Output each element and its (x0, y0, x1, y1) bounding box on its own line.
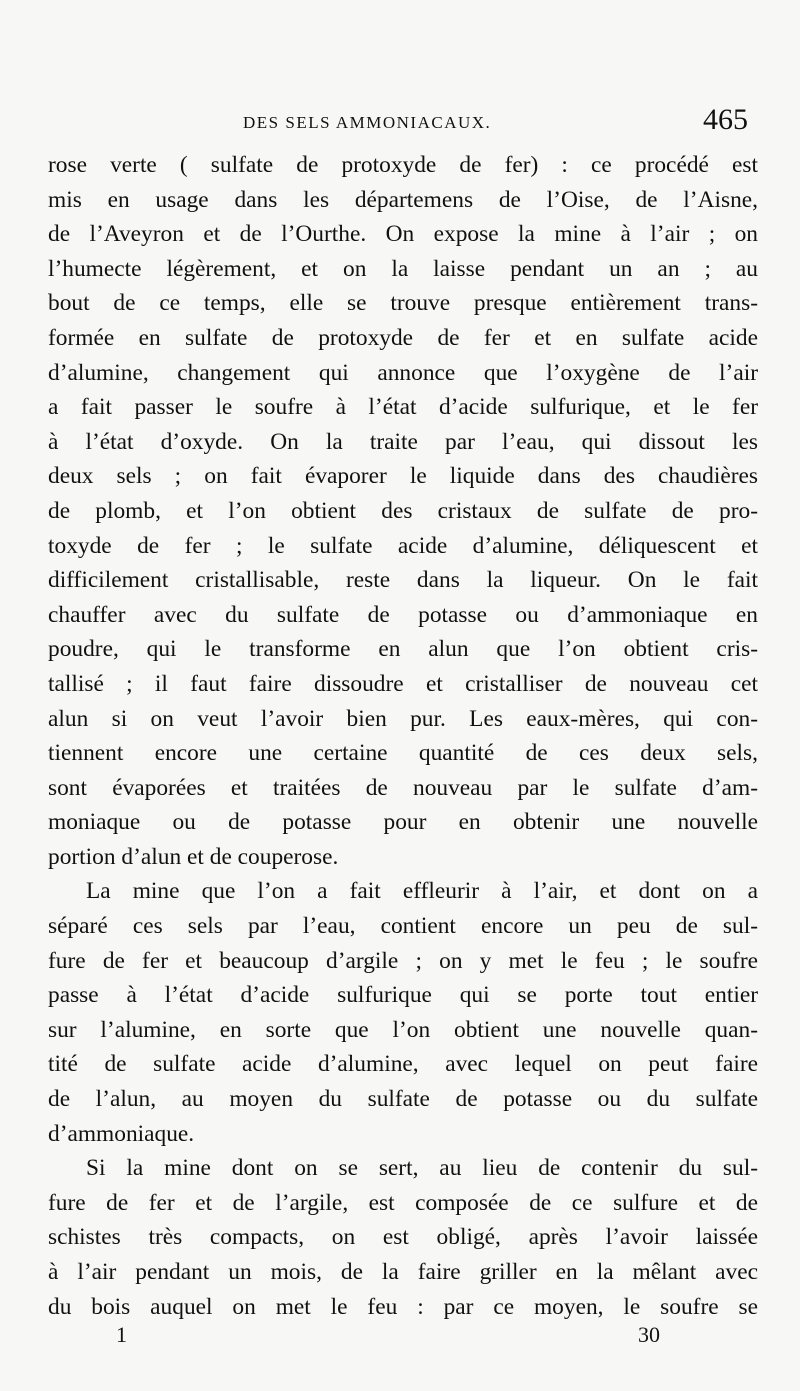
sheet-number: 30 (638, 1322, 660, 1347)
text-line: tallisé ; il faut faire dissoudre et cristalliser de nouveau cet (48, 670, 758, 697)
text-line: fure de fer et beaucoup d’argile ; on y met le feu ; le soufre (48, 947, 758, 974)
text-line: Si la mine dont on se sert, au lieu de contenir du sul- (86, 1155, 758, 1182)
text-line: mis en usage dans les départemens de l’Oise, de l’Aisne, (48, 186, 758, 213)
running-title: DES SELS AMMONIACAUX. (243, 113, 492, 132)
text-line: tité de sulfate acide d’alumine, avec lequel on peut faire (48, 1051, 758, 1078)
text-line: toxyde de fer ; le sulfate acide d’alumine, déliquescent et (48, 532, 758, 559)
text-line: portion d’alun et de couperose. (48, 843, 339, 870)
text-line: moniaque ou de potasse pour en obtenir une nouvelle (48, 809, 758, 836)
page-number: 465 (703, 103, 748, 136)
text-line: La mine que l’on a fait effleurir à l’air, et dont on a (86, 878, 758, 905)
text-line: sur l’alumine, en sorte que l’on obtient une nouvelle quan- (48, 1016, 758, 1043)
text-line: passe à l’état d’acide sulfurique qui se porte tout entier (48, 982, 758, 1009)
text-line: de l’Aveyron et de l’Ourthe. On expose la mine à l’air ; on (48, 221, 758, 248)
text-line: séparé ces sels par l’eau, contient encore un peu de sul- (48, 913, 758, 940)
text-line: tiennent encore une certaine quantité de ces deux sels, (48, 740, 758, 767)
body-text (48, 148, 758, 1324)
text-line: de plomb, et l’on obtient des cristaux de sulfate de pro- (48, 497, 758, 524)
text-line: chauffer avec du sulfate de potasse ou d’ammoniaque en (48, 601, 758, 628)
text-line: à l’état d’oxyde. On la traite par l’eau, qui dissout les (48, 428, 758, 455)
text-line: l’humecte légèrement, et on la laisse pendant un an ; au (48, 255, 758, 282)
text-line: à l’air pendant un mois, de la faire griller en la mêlant avec (48, 1259, 758, 1285)
text-line: schistes très compacts, on est obligé, après l’avoir laissée (48, 1224, 758, 1251)
text-line: de l’alun, au moyen du sulfate de potasse ou du sulfate (48, 1086, 758, 1113)
text-line: difficilement cristallisable, reste dans la liqueur. On le fait (48, 567, 758, 594)
running-head (48, 105, 760, 145)
text-line: bout de ce temps, elle se trouve presque entièrement trans- (48, 290, 758, 317)
text-line: rose verte ( sulfate de protoxyde de fer) : ce procédé est (48, 152, 758, 178)
text-line: du bois auquel on met le feu : par ce moyen, le soufre se (48, 1293, 758, 1320)
text-line: d’ammoniaque. (48, 1120, 195, 1147)
page-footer (48, 1322, 760, 1358)
text-line: formée en sulfate de protoxyde de fer et en sulfate acide (48, 324, 758, 351)
text-line: a fait passer le soufre à l’état d’acide sulfurique, et le fer (48, 394, 758, 421)
text-line: deux sels ; on fait évaporer le liquide dans des chaudières (48, 463, 758, 490)
text-line: fure de fer et de l’argile, est composée de ce sulfure et de (48, 1189, 758, 1216)
text-line: alun si on veut l’avoir bien pur. Les eaux-mères, qui con- (48, 705, 758, 732)
text-line: d’alumine, changement qui annonce que l’oxygène de l’air (48, 359, 758, 386)
text-line: sont évaporées et traitées de nouveau par le sulfate d’am- (48, 774, 758, 801)
text-line: poudre, qui le transforme en alun que l’on obtient cris- (48, 636, 758, 663)
signature-mark: 1 (116, 1322, 127, 1347)
